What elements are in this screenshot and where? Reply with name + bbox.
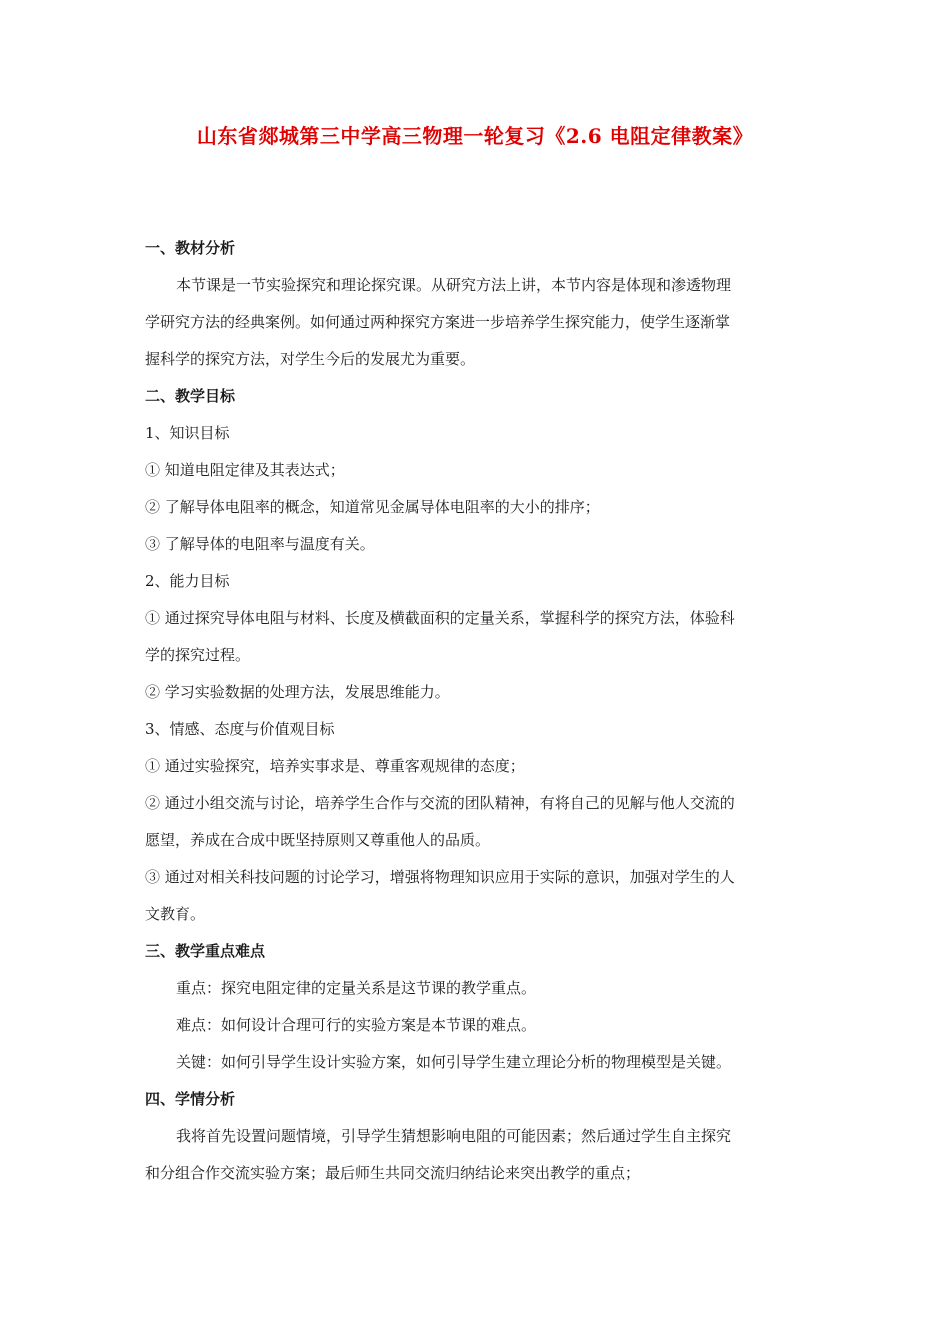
list-item: ③ 了解导体的电阻率与温度有关。 (145, 535, 375, 553)
paragraph-line: 我将首先设置问题情境，引导学生猜想影响电阻的可能因素；然后通过学生自主探究 (176, 1127, 732, 1145)
list-item: ① 知道电阻定律及其表达式； (145, 461, 345, 479)
key-point: 重点：探究电阻定律的定量关系是这节课的教学重点。 (176, 979, 537, 997)
list-item: ② 通过小组交流与讨论，培养学生合作与交流的团队精神，有将自己的见解与他人交流的 (145, 794, 735, 812)
section-heading-textbook-analysis: 一、教材分析 (145, 239, 236, 257)
difficulty-point: 难点：如何设计合理可行的实验方案是本节课的难点。 (176, 1016, 537, 1034)
list-item: ② 学习实验数据的处理方法，发展思维能力。 (145, 683, 450, 701)
list-item-continuation: 学的探究过程。 (145, 646, 251, 664)
document-title: 山东省郯城第三中学高三物理一轮复习《2.6 电阻定律教案》 (196, 124, 754, 148)
section-heading-key-points: 三、教学重点难点 (145, 942, 266, 960)
list-item: ② 了解导体电阻率的概念，知道常见金属导体电阻率的大小的排序； (145, 498, 600, 516)
subheading-ability-goals: 2、能力目标 (145, 572, 230, 590)
paragraph-line: 本节课是一节实验探究和理论探究课。从研究方法上讲，本节内容是体现和渗透物理 (176, 276, 732, 294)
document-body (145, 230, 810, 1192)
subheading-emotion-goals: 3、情感、态度与价值观目标 (145, 720, 335, 738)
crux-point: 关键：如何引导学生设计实验方案，如何引导学生建立理论分析的物理模型是关键。 (176, 1053, 732, 1071)
paragraph-line: 握科学的探究方法，对学生今后的发展尤为重要。 (145, 350, 476, 368)
list-item-continuation: 文教育。 (145, 905, 206, 923)
list-item: ① 通过实验探究，培养实事求是、尊重客观规律的态度； (145, 757, 525, 775)
list-item: ① 通过探究导体电阻与材料、长度及横截面积的定量关系，掌握科学的探究方法，体验科 (145, 609, 735, 627)
section-heading-teaching-goals: 二、教学目标 (145, 387, 236, 405)
subheading-knowledge-goals: 1、知识目标 (145, 424, 230, 442)
list-item-continuation: 愿望，养成在合成中既坚持原则又尊重他人的品质。 (145, 831, 491, 849)
section-heading-student-analysis: 四、学情分析 (145, 1090, 236, 1108)
paragraph-line: 和分组合作交流实验方案；最后师生共同交流归纳结论来突出教学的重点； (145, 1164, 641, 1182)
list-item: ③ 通过对相关科技问题的讨论学习，增强将物理知识应用于实际的意识，加强对学生的人 (145, 868, 735, 886)
paragraph-line: 学研究方法的经典案例。如何通过两种探究方案进一步培养学生探究能力，使学生逐渐掌 (145, 313, 731, 331)
